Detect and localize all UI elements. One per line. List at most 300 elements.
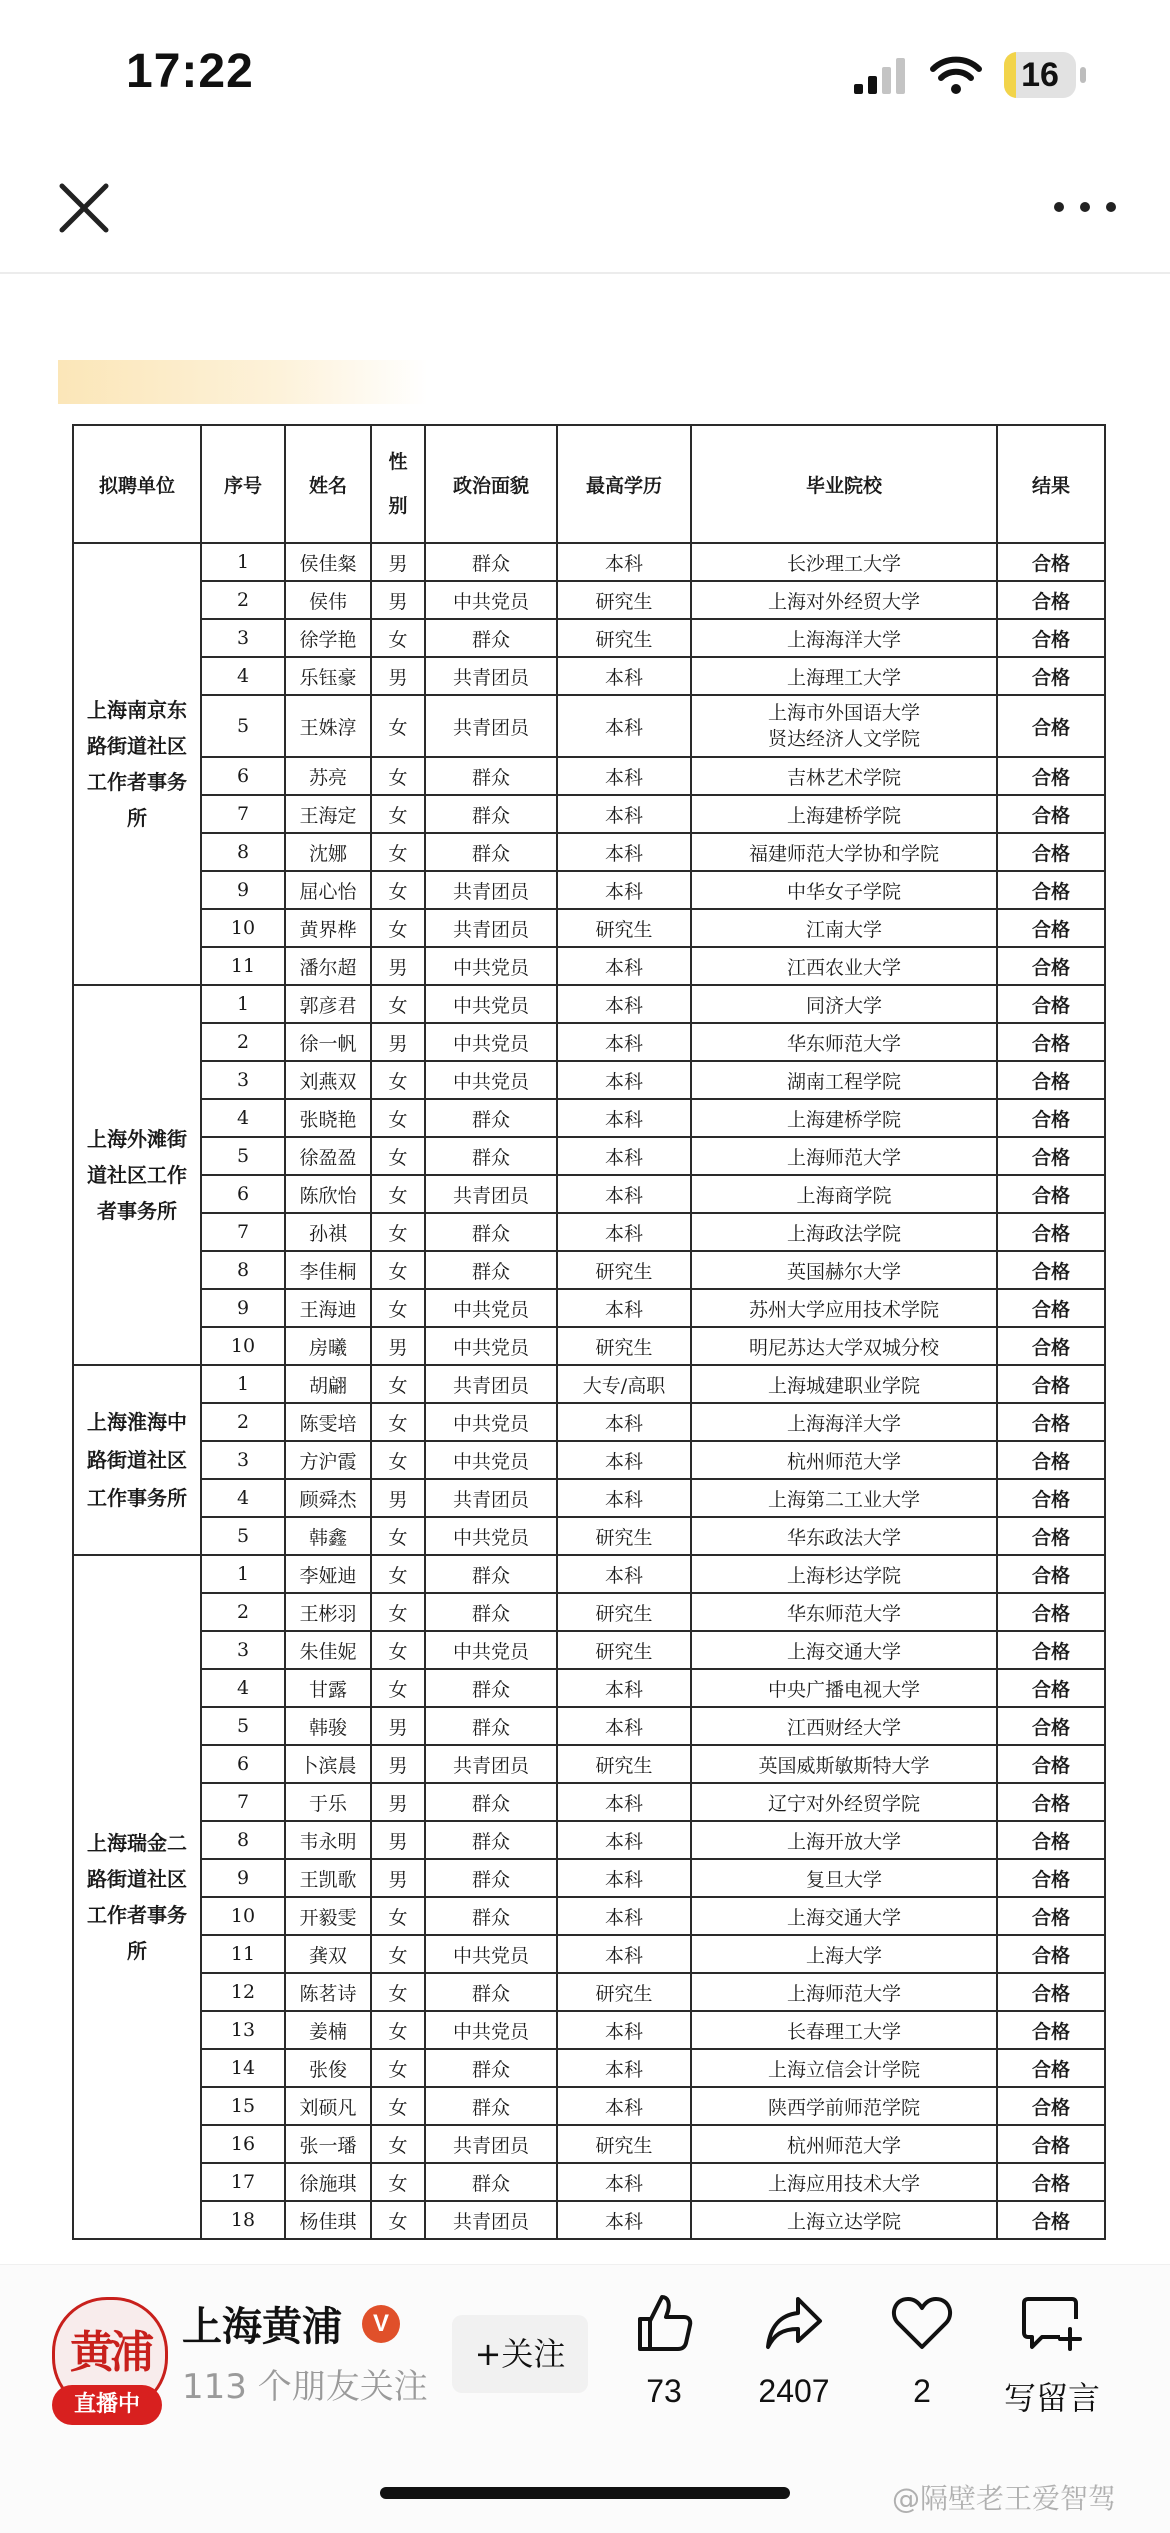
table-row xyxy=(73,1517,1105,1555)
row-number: 10 xyxy=(201,1897,285,1935)
watermark: @隔壁老王爱智驾 xyxy=(892,2482,1117,2515)
header-number: 序号 xyxy=(201,425,285,543)
school: 上海理工大学 xyxy=(691,657,997,695)
gender: 女 xyxy=(371,1593,425,1631)
education: 本科 xyxy=(557,1935,691,1973)
wifi-icon xyxy=(930,54,982,96)
applicant-name: 卜滨晨 xyxy=(285,1745,371,1783)
applicant-name: 刘硕凡 xyxy=(285,2087,371,2125)
education: 研究生 xyxy=(557,1251,691,1289)
political-status: 中共党员 xyxy=(425,947,557,985)
row-number: 4 xyxy=(201,1669,285,1707)
school: 英国威斯敏斯特大学 xyxy=(691,1745,997,1783)
education: 本科 xyxy=(557,1555,691,1593)
result: 合格 xyxy=(997,985,1105,1023)
result: 合格 xyxy=(997,1061,1105,1099)
table-row xyxy=(73,1175,1105,1213)
row-number: 2 xyxy=(201,1023,285,1061)
applicant-name: 王凯歌 xyxy=(285,1859,371,1897)
row-number: 14 xyxy=(201,2049,285,2087)
education: 研究生 xyxy=(557,1517,691,1555)
close-icon[interactable] xyxy=(52,176,116,240)
school: 辽宁对外经贸学院 xyxy=(691,1783,997,1821)
result: 合格 xyxy=(997,1137,1105,1175)
table-row xyxy=(73,1327,1105,1365)
comment-add-icon xyxy=(1020,2291,1084,2355)
live-badge[interactable]: 直播中 xyxy=(52,2385,162,2425)
school: 杭州师范大学 xyxy=(691,1441,997,1479)
applicant-name: 顾舜杰 xyxy=(285,1479,371,1517)
gender: 男 xyxy=(371,1707,425,1745)
share-icon xyxy=(762,2291,826,2355)
row-number: 5 xyxy=(201,695,285,757)
education: 研究生 xyxy=(557,1593,691,1631)
cellular-signal-icon xyxy=(852,56,912,96)
row-number: 8 xyxy=(201,1821,285,1859)
table-row xyxy=(73,1783,1105,1821)
school: 上海交通大学 xyxy=(691,1631,997,1669)
gender: 女 xyxy=(371,1555,425,1593)
row-number: 10 xyxy=(201,1327,285,1365)
political-status: 群众 xyxy=(425,1669,557,1707)
applicant-name: 张晓艳 xyxy=(285,1099,371,1137)
applicant-name: 郭彦君 xyxy=(285,985,371,1023)
table-row xyxy=(73,757,1105,795)
political-status: 共青团员 xyxy=(425,695,557,757)
school: 江西财经大学 xyxy=(691,1707,997,1745)
table-row xyxy=(73,909,1105,947)
table-row xyxy=(73,1251,1105,1289)
gender: 女 xyxy=(371,1137,425,1175)
applicant-name: 陈雯培 xyxy=(285,1403,371,1441)
political-status: 中共党员 xyxy=(425,985,557,1023)
header-result: 结果 xyxy=(997,425,1105,543)
recruiting-unit: 上海淮海中路街道社区工作事务所 xyxy=(73,1365,201,1555)
bottom-action-bar xyxy=(0,2264,1170,2533)
applicant-name: 陈欣怡 xyxy=(285,1175,371,1213)
recruiting-unit: 上海外滩街道社区工作者事务所 xyxy=(73,985,201,1365)
result: 合格 xyxy=(997,2049,1105,2087)
education: 本科 xyxy=(557,543,691,581)
result: 合格 xyxy=(997,1783,1105,1821)
school: 上海应用技术大学 xyxy=(691,2163,997,2201)
verified-badge-icon: V xyxy=(362,2305,400,2343)
education: 本科 xyxy=(557,1099,691,1137)
education: 本科 xyxy=(557,833,691,871)
table-row xyxy=(73,1821,1105,1859)
row-number: 7 xyxy=(201,1783,285,1821)
share-count: 2407 xyxy=(758,2373,830,2409)
applicant-name: 王彬羽 xyxy=(285,1593,371,1631)
political-status: 群众 xyxy=(425,1099,557,1137)
applicant-name: 韩鑫 xyxy=(285,1517,371,1555)
table-row xyxy=(73,1213,1105,1251)
table-row xyxy=(73,657,1105,695)
table-header-row xyxy=(73,425,1105,543)
result: 合格 xyxy=(997,657,1105,695)
result: 合格 xyxy=(997,1023,1105,1061)
recruiting-unit: 上海南京东路街道社区工作者事务所 xyxy=(73,543,201,985)
gender: 女 xyxy=(371,1517,425,1555)
education: 本科 xyxy=(557,1289,691,1327)
row-number: 1 xyxy=(201,1365,285,1403)
more-icon[interactable] xyxy=(1050,192,1120,222)
result: 合格 xyxy=(997,909,1105,947)
heart-icon xyxy=(890,2291,954,2355)
row-number: 6 xyxy=(201,757,285,795)
table-row xyxy=(73,543,1105,581)
gender: 女 xyxy=(371,2125,425,2163)
political-status: 群众 xyxy=(425,1897,557,1935)
row-number: 7 xyxy=(201,1213,285,1251)
row-number: 9 xyxy=(201,871,285,909)
applicant-name: 方沪霞 xyxy=(285,1441,371,1479)
gender: 女 xyxy=(371,1251,425,1289)
home-indicator[interactable] xyxy=(380,2487,790,2499)
education: 本科 xyxy=(557,2201,691,2239)
school: 复旦大学 xyxy=(691,1859,997,1897)
education: 本科 xyxy=(557,2087,691,2125)
gender: 女 xyxy=(371,2087,425,2125)
education: 本科 xyxy=(557,1897,691,1935)
result: 合格 xyxy=(997,1973,1105,2011)
gender: 女 xyxy=(371,2011,425,2049)
education: 本科 xyxy=(557,695,691,757)
result: 合格 xyxy=(997,1327,1105,1365)
political-status: 共青团员 xyxy=(425,1745,557,1783)
table-row xyxy=(73,1403,1105,1441)
table-body xyxy=(73,543,1105,2239)
applicant-name: 潘尔超 xyxy=(285,947,371,985)
political-status: 群众 xyxy=(425,1707,557,1745)
education: 本科 xyxy=(557,2049,691,2087)
heart-count: 2 xyxy=(913,2373,931,2409)
table-row xyxy=(73,1099,1105,1137)
battery-percent: 16 xyxy=(1021,56,1059,94)
gender: 女 xyxy=(371,909,425,947)
gender: 男 xyxy=(371,1745,425,1783)
gender: 女 xyxy=(371,1061,425,1099)
table-row xyxy=(73,1859,1105,1897)
gender: 女 xyxy=(371,695,425,757)
table-row xyxy=(73,695,1105,757)
gender: 男 xyxy=(371,1859,425,1897)
table-row xyxy=(73,1631,1105,1669)
education: 本科 xyxy=(557,1061,691,1099)
result: 合格 xyxy=(997,833,1105,871)
education: 本科 xyxy=(557,657,691,695)
result: 合格 xyxy=(997,695,1105,757)
gender: 女 xyxy=(371,1175,425,1213)
result: 合格 xyxy=(997,1289,1105,1327)
applicant-name: 屈心怡 xyxy=(285,871,371,909)
table-row xyxy=(73,795,1105,833)
applicant-name: 开毅雯 xyxy=(285,1897,371,1935)
table-row xyxy=(73,581,1105,619)
applicant-name: 张俊 xyxy=(285,2049,371,2087)
political-status: 中共党员 xyxy=(425,2011,557,2049)
political-status: 群众 xyxy=(425,619,557,657)
political-status: 中共党员 xyxy=(425,1935,557,1973)
row-number: 2 xyxy=(201,1403,285,1441)
education: 研究生 xyxy=(557,619,691,657)
school: 英国赫尔大学 xyxy=(691,1251,997,1289)
header-name: 姓名 xyxy=(285,425,371,543)
education: 本科 xyxy=(557,1023,691,1061)
political-status: 群众 xyxy=(425,2087,557,2125)
table-row xyxy=(73,1745,1105,1783)
applicant-name: 胡翩 xyxy=(285,1365,371,1403)
result: 合格 xyxy=(997,1175,1105,1213)
education: 本科 xyxy=(557,1137,691,1175)
like-button[interactable] xyxy=(594,2291,734,2431)
applicant-name: 王海迪 xyxy=(285,1289,371,1327)
gender: 女 xyxy=(371,1631,425,1669)
education: 本科 xyxy=(557,947,691,985)
education: 研究生 xyxy=(557,1973,691,2011)
gender: 男 xyxy=(371,657,425,695)
row-number: 2 xyxy=(201,1593,285,1631)
applicant-name: 徐一帆 xyxy=(285,1023,371,1061)
row-number: 5 xyxy=(201,1707,285,1745)
result: 合格 xyxy=(997,1669,1105,1707)
education: 本科 xyxy=(557,1859,691,1897)
table-row xyxy=(73,1479,1105,1517)
row-number: 11 xyxy=(201,1935,285,1973)
political-status: 共青团员 xyxy=(425,1365,557,1403)
education: 本科 xyxy=(557,1441,691,1479)
school: 长沙理工大学 xyxy=(691,543,997,581)
header-school: 毕业院校 xyxy=(691,425,997,543)
row-number: 10 xyxy=(201,909,285,947)
table-row xyxy=(73,1669,1105,1707)
result: 合格 xyxy=(997,871,1105,909)
gender: 男 xyxy=(371,543,425,581)
gender: 女 xyxy=(371,1441,425,1479)
row-number: 9 xyxy=(201,1289,285,1327)
result: 合格 xyxy=(997,1935,1105,1973)
political-status: 群众 xyxy=(425,1137,557,1175)
favorite-button[interactable] xyxy=(852,2291,992,2431)
school: 上海开放大学 xyxy=(691,1821,997,1859)
table-row xyxy=(73,1289,1105,1327)
row-number: 15 xyxy=(201,2087,285,2125)
school: 上海师范大学 xyxy=(691,1973,997,2011)
thumbs-up-icon xyxy=(632,2291,696,2355)
row-number: 8 xyxy=(201,1251,285,1289)
table-row xyxy=(73,947,1105,985)
school: 上海建桥学院 xyxy=(691,795,997,833)
applicant-name: 杨佳琪 xyxy=(285,2201,371,2239)
nav-bar xyxy=(0,140,1170,274)
education: 本科 xyxy=(557,2011,691,2049)
row-number: 3 xyxy=(201,619,285,657)
applicant-name: 姜楠 xyxy=(285,2011,371,2049)
school: 上海市外国语大学 贤达经济人文学院 xyxy=(691,695,997,757)
gender: 女 xyxy=(371,1935,425,1973)
applicant-name: 张一璠 xyxy=(285,2125,371,2163)
political-status: 群众 xyxy=(425,1555,557,1593)
table-row xyxy=(73,1441,1105,1479)
result: 合格 xyxy=(997,2201,1105,2239)
recruiting-unit: 上海瑞金二路街道社区工作者事务所 xyxy=(73,1555,201,2239)
row-number: 11 xyxy=(201,947,285,985)
school: 上海师范大学 xyxy=(691,1137,997,1175)
political-status: 群众 xyxy=(425,1821,557,1859)
applicant-name: 于乐 xyxy=(285,1783,371,1821)
follow-button[interactable]: +关注 xyxy=(452,2315,588,2393)
gender: 男 xyxy=(371,1327,425,1365)
header-gender: 性 别 xyxy=(371,425,425,543)
political-status: 中共党员 xyxy=(425,1327,557,1365)
table-row xyxy=(73,1973,1105,2011)
row-number: 5 xyxy=(201,1137,285,1175)
education: 本科 xyxy=(557,1213,691,1251)
result: 合格 xyxy=(997,1897,1105,1935)
school: 上海城建职业学院 xyxy=(691,1365,997,1403)
result: 合格 xyxy=(997,1441,1105,1479)
school: 江南大学 xyxy=(691,909,997,947)
school: 上海第二工业大学 xyxy=(691,1479,997,1517)
gender: 女 xyxy=(371,1365,425,1403)
account-name[interactable]: 上海黄浦 xyxy=(182,2304,342,2350)
gender: 男 xyxy=(371,1783,425,1821)
political-status: 中共党员 xyxy=(425,581,557,619)
row-number: 4 xyxy=(201,657,285,695)
political-status: 共青团员 xyxy=(425,1479,557,1517)
recruitment-result-table xyxy=(72,424,1106,2240)
status-bar xyxy=(0,0,1170,140)
table-row xyxy=(73,1935,1105,1973)
school: 中央广播电视大学 xyxy=(691,1669,997,1707)
political-status: 中共党员 xyxy=(425,1403,557,1441)
school: 上海政法学院 xyxy=(691,1213,997,1251)
education: 本科 xyxy=(557,2163,691,2201)
document-image xyxy=(0,274,1170,2264)
result: 合格 xyxy=(997,1403,1105,1441)
gender: 男 xyxy=(371,947,425,985)
school: 中华女子学院 xyxy=(691,871,997,909)
education: 研究生 xyxy=(557,581,691,619)
education: 研究生 xyxy=(557,1745,691,1783)
political-status: 群众 xyxy=(425,2163,557,2201)
row-number: 12 xyxy=(201,1973,285,2011)
education: 研究生 xyxy=(557,1631,691,1669)
header-education: 最高学历 xyxy=(557,425,691,543)
result: 合格 xyxy=(997,947,1105,985)
row-number: 4 xyxy=(201,1099,285,1137)
row-number: 13 xyxy=(201,2011,285,2049)
row-number: 16 xyxy=(201,2125,285,2163)
school: 福建师范大学协和学院 xyxy=(691,833,997,871)
political-status: 群众 xyxy=(425,1783,557,1821)
political-status: 中共党员 xyxy=(425,1289,557,1327)
gender: 女 xyxy=(371,2163,425,2201)
applicant-name: 李佳桐 xyxy=(285,1251,371,1289)
applicant-name: 徐学艳 xyxy=(285,619,371,657)
like-count: 73 xyxy=(646,2373,682,2409)
result: 合格 xyxy=(997,1555,1105,1593)
school: 吉林艺术学院 xyxy=(691,757,997,795)
gender: 女 xyxy=(371,1897,425,1935)
applicant-name: 侯佳粲 xyxy=(285,543,371,581)
school: 上海杉达学院 xyxy=(691,1555,997,1593)
school: 华东政法大学 xyxy=(691,1517,997,1555)
school: 上海海洋大学 xyxy=(691,619,997,657)
result: 合格 xyxy=(997,2087,1105,2125)
political-status: 共青团员 xyxy=(425,871,557,909)
row-number: 18 xyxy=(201,2201,285,2239)
table-row xyxy=(73,1061,1105,1099)
applicant-name: 苏亮 xyxy=(285,757,371,795)
school: 上海立信会计学院 xyxy=(691,2049,997,2087)
share-button[interactable] xyxy=(724,2291,864,2431)
applicant-name: 陈茗诗 xyxy=(285,1973,371,2011)
political-status: 中共党员 xyxy=(425,1441,557,1479)
table-row xyxy=(73,1555,1105,1593)
political-status: 共青团员 xyxy=(425,2125,557,2163)
political-status: 共青团员 xyxy=(425,909,557,947)
political-status: 群众 xyxy=(425,1859,557,1897)
result: 合格 xyxy=(997,1859,1105,1897)
school: 上海海洋大学 xyxy=(691,1403,997,1441)
applicant-name: 龚双 xyxy=(285,1935,371,1973)
gender: 女 xyxy=(371,871,425,909)
school: 华东师范大学 xyxy=(691,1593,997,1631)
gender: 女 xyxy=(371,757,425,795)
comment-button[interactable] xyxy=(982,2291,1122,2431)
education: 本科 xyxy=(557,871,691,909)
school: 华东师范大学 xyxy=(691,1023,997,1061)
row-number: 3 xyxy=(201,1441,285,1479)
political-status: 群众 xyxy=(425,1973,557,2011)
political-status: 共青团员 xyxy=(425,2201,557,2239)
table-row xyxy=(73,2049,1105,2087)
result: 合格 xyxy=(997,1745,1105,1783)
applicant-name: 房曦 xyxy=(285,1327,371,1365)
gender: 男 xyxy=(371,1023,425,1061)
education: 大专/高职 xyxy=(557,1365,691,1403)
battery-indicator xyxy=(1004,52,1090,98)
political-status: 群众 xyxy=(425,1593,557,1631)
school: 陕西学前师范学院 xyxy=(691,2087,997,2125)
row-number: 1 xyxy=(201,1555,285,1593)
header-political-status: 政治面貌 xyxy=(425,425,557,543)
school: 上海对外经贸大学 xyxy=(691,581,997,619)
gender: 女 xyxy=(371,1213,425,1251)
row-number: 7 xyxy=(201,795,285,833)
school: 苏州大学应用技术学院 xyxy=(691,1289,997,1327)
highlight-bar xyxy=(58,360,428,404)
applicant-name: 乐钰豪 xyxy=(285,657,371,695)
gender: 女 xyxy=(371,2049,425,2087)
header-unit: 拟聘单位 xyxy=(73,425,201,543)
logo-text: 黄浦 xyxy=(70,2327,150,2378)
gender: 女 xyxy=(371,1973,425,2011)
row-number: 6 xyxy=(201,1175,285,1213)
result: 合格 xyxy=(997,757,1105,795)
applicant-name: 徐盈盈 xyxy=(285,1137,371,1175)
row-number: 8 xyxy=(201,833,285,871)
row-number: 9 xyxy=(201,1859,285,1897)
gender: 女 xyxy=(371,1669,425,1707)
gender: 女 xyxy=(371,2201,425,2239)
political-status: 中共党员 xyxy=(425,1023,557,1061)
result: 合格 xyxy=(997,1707,1105,1745)
table-row xyxy=(73,2087,1105,2125)
table-row xyxy=(73,2011,1105,2049)
status-time: 17:22 xyxy=(126,45,254,98)
